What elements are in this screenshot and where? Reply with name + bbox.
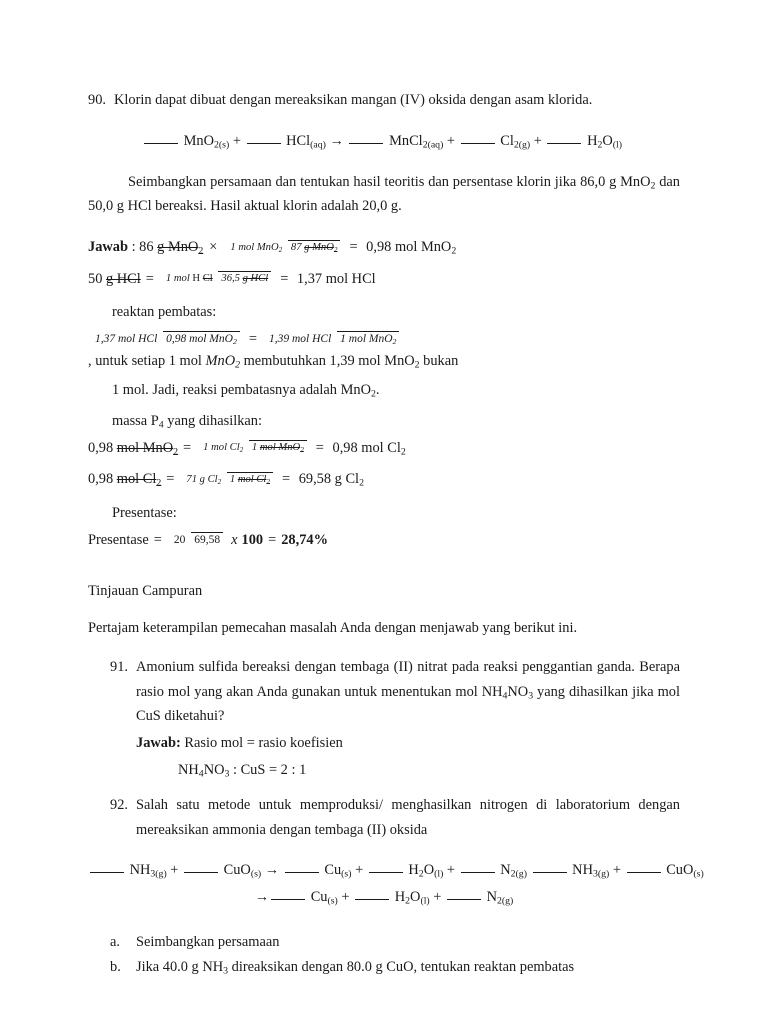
struck-unit-mol-cl2: mol $Cl_2$ (116, 471, 162, 490)
equals-sign: = (315, 439, 324, 456)
question-91-answer-ratio: $NH_4NO_3$ : CuS = 2 : 1 (178, 761, 307, 780)
formula-cu: $Cu_{(s)}$ (310, 889, 338, 907)
blank-coefficient (369, 872, 403, 873)
multiplier-value: 100 (241, 531, 264, 548)
formula-h2o: $H_2O_{(l)}$ (394, 889, 430, 907)
question-92-prompt: Salah satu metode untuk memproduksi/ menghasilkan nitrogen di laboratorium dengan mereaksikan ammonia dengan tembaga (II) oksida (136, 796, 680, 838)
lead-098: 0,98 (88, 439, 117, 456)
struck-unit-g-mno2: g MnO$_2$ (157, 239, 204, 257)
equals-sign: = (268, 531, 277, 548)
multiply-operator: × (209, 239, 218, 256)
question-90 (88, 88, 680, 113)
fraction-molar-mass-mno2 (227, 242, 340, 255)
solution-line-3 (88, 438, 680, 460)
fraction-numerator: 20 (173, 533, 186, 546)
question-91-answer (136, 731, 680, 756)
equals-sign: = (280, 270, 289, 287)
result-mol-cl2: 0,98 mol $Cl_2$ (328, 439, 406, 458)
fraction-molar-mass-hcl (163, 273, 271, 286)
fraction-percent-yield (171, 534, 223, 548)
limiting-reactant-label: reaktan pembatas: (112, 304, 217, 321)
equals-sign: = (153, 531, 162, 548)
equals-sign: = (349, 239, 358, 256)
subitem-text-a: Seimbangkan persamaan (136, 933, 280, 950)
equals-sign: = (166, 471, 175, 488)
formula-n2: $N_{2(g)}$ (486, 889, 514, 907)
blank-coefficient (461, 872, 495, 873)
multiply-symbol: x (231, 531, 238, 548)
equals-sign: = (183, 439, 192, 456)
percentage-label: Presentase: (112, 505, 177, 522)
fraction-numerator: 1,37 mol HCl (95, 333, 158, 346)
ratio-explanation: , untuk setiap 1 mol MnO$_2$ membutuhkan 1,39 mol MnO$_2$ bukan (88, 352, 459, 371)
percentage-lead: Presentase (88, 531, 149, 548)
question-91-number: 91. (110, 658, 128, 675)
formula-h2o: $H_2O_{(l)}$ (587, 132, 623, 151)
blank-coefficient (285, 872, 319, 873)
instruction-text: Seimbangkan persamaan dan tentukan hasil teoritis dan persentase klorin jika 86,0 g MnO$_2$ dan 50,0 g HCl bereaksi. Hasil aktual klorin adalah 20,0 g. (88, 173, 680, 215)
ratio-explanation-line2: 1 mol. Jadi, reaksi pembatasnya adalah MnO$_2$. (112, 382, 380, 400)
question-91-prompt: Amonium sulfida bereaksi dengan tembaga (II) nitrat pada reaksi penggantian ganda. Berapa rasio mol yang akan Anda gunakan untuk menentukan mol $NH_4NO_3$ yang dihasilkan jika mol CuS diketahui? (136, 658, 680, 725)
formula-cuo: CuO$_{(s)}$ (223, 862, 262, 881)
fraction-denominator: 69,58 (191, 532, 223, 546)
struck-unit-g-hcl: g HCl (106, 270, 141, 287)
struck-unit-mol-mno2: mol MnO$_2$ (116, 439, 179, 458)
fraction-mol-ratio-cl2-mno2 (200, 442, 307, 455)
blank-coefficient (144, 143, 178, 144)
question-92 (110, 793, 680, 843)
jawab-lead: : 86 (127, 239, 158, 256)
formula-cuo: CuO$_{(s)}$ (666, 862, 704, 881)
formula-mno2: MnO$_{2(s)}$ (183, 132, 230, 151)
lead-50: 50 (88, 270, 106, 287)
solution-line-4 (88, 469, 680, 491)
blank-coefficient (533, 872, 567, 873)
formula-cu: $Cu_{(s)}$ (324, 862, 352, 881)
question-92-number: 92. (110, 796, 128, 813)
solution-line-1 (88, 237, 680, 259)
subitem-marker-a: a. (110, 933, 120, 950)
blank-coefficient (271, 899, 305, 900)
fraction-numerator: 1 mol $Cl_2$ (203, 442, 244, 455)
jawab-label-91: Jawab: (136, 735, 181, 752)
fraction-numerator: 1 mol MnO$_2$ (230, 241, 283, 254)
question-91 (110, 655, 680, 729)
question-90-prompt: Klorin dapat dibuat dengan mereaksikan mangan (IV) oksida dengan asam klorida. (114, 92, 593, 108)
question-92-subitem-b (110, 955, 680, 980)
percentage-line (88, 530, 680, 552)
equation-q92-line1: $NH_{3(g)} + CuO_{(s)} \to Cu_{(s)} + H_2O_{(l)} + N_{2(g)}$ $NH_{3(g)} + CuO_{(s)}$ (88, 858, 680, 883)
subitem-text-b: Jika 40.0 g $NH_3$ direaksikan dengan 80.0 g CuO, tentukan reaktan pembatas (136, 958, 575, 977)
lead-098: 0,98 (88, 471, 117, 488)
blank-coefficient (447, 899, 481, 900)
jawab-label: Jawab (88, 239, 128, 256)
result-mol-mno2: 0,98 mol MnO$_2$ (362, 239, 457, 257)
result-mol-hcl: 1,37 mol HCl (293, 270, 376, 287)
solution-line-2 (88, 269, 680, 291)
page-content (88, 88, 704, 981)
review-intro: Pertajam keterampilan pemecahan masalah Anda dengan menjawab yang berikut ini. (88, 620, 578, 637)
blank-coefficient (547, 143, 581, 144)
equals-sign: = (145, 270, 154, 287)
fraction-ratio-left (92, 333, 240, 347)
fraction-denominator: 36,5 g HCl (218, 271, 271, 284)
fraction-molar-mass-cl2 (183, 474, 273, 487)
fraction-numerator: 1,39 mol HCl (268, 333, 332, 346)
formula-n2: $N_{2(g)}$ (500, 862, 527, 881)
equation-q92-line2: → $Cu_{(s)} + H_2O_{(l)} + N_{2(g)}$ (254, 889, 514, 907)
fraction-numerator: 71 g $Cl_2$ (186, 473, 222, 486)
fraction-denominator: 1 mol $Cl_2$ (227, 472, 273, 485)
fraction-numerator: 1 mol H Cl (165, 273, 213, 285)
question-90-instruction (88, 170, 680, 220)
equation-q90: MnO$_{2(s)}$ + HCl$_{(aq)}$ → MnCl$_{2(aq)}$ + $Cl_{2(g)} + H_2O_{(l)}$ (142, 129, 680, 154)
equals-sign: = (248, 331, 257, 348)
blank-coefficient (247, 143, 281, 144)
blank-coefficient (355, 899, 389, 900)
formula-nh3: $NH_{3(g)}$ (129, 862, 167, 881)
fraction-denominator: 0,98 mol MnO$_2$ (163, 331, 240, 345)
formula-mncl2: MnCl$_{2(aq)}$ (389, 132, 444, 151)
fraction-denominator: 1 mol MnO$_2$ (249, 440, 307, 453)
blank-coefficient (90, 872, 124, 873)
blank-coefficient (627, 872, 661, 873)
result-mass-cl2: 69,58 g $Cl_2$ (295, 471, 364, 490)
blank-coefficient (184, 872, 218, 873)
solution-ratio-line (88, 329, 680, 372)
formula-h2o: $H_2O_{(l)}$ (408, 862, 444, 881)
fraction-denominator: 1 mol MnO$_2$ (337, 331, 399, 345)
question-90-number: 90. (88, 92, 106, 108)
formula-nh3: $NH_{3(g)}$ (572, 862, 610, 881)
review-heading: Tinjauan Campuran (88, 583, 203, 600)
fraction-ratio-right (266, 333, 399, 347)
mass-label: massa $P_4$ yang dihasilkan: (112, 413, 262, 431)
subitem-marker-b: b. (110, 958, 121, 975)
jawab-text-91: Rasio mol = rasio koefisien (184, 735, 343, 752)
blank-coefficient (461, 143, 495, 144)
formula-cl2: $Cl_{2(g)}$ (500, 132, 531, 151)
equals-sign: = (281, 471, 291, 488)
blank-coefficient (349, 143, 383, 144)
fraction-denominator: 87 g MnO$_2$ (288, 240, 341, 253)
formula-hcl: HCl$_{(aq)}$ (286, 132, 326, 151)
percentage-result: 28,74% (281, 531, 329, 548)
question-92-subitem-a (110, 930, 680, 955)
